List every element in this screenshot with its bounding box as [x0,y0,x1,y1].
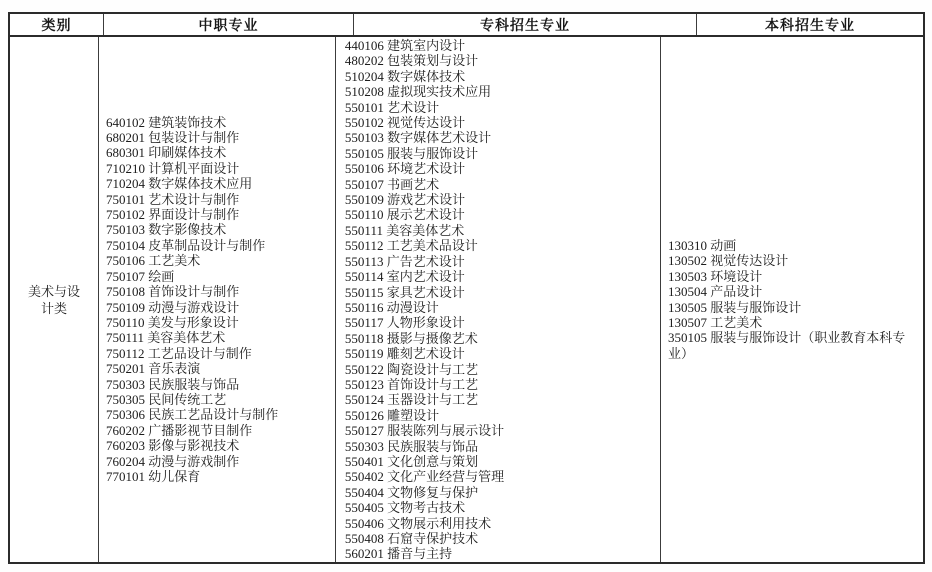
secondary-vocational-majors-cell [99,37,336,562]
major-item: 350105 服装与服饰设计（职业教育本科专业） [667,330,906,361]
major-item: 750303 民族服装与饰品 [105,376,240,392]
major-item: 750111 美容美体艺术 [105,330,226,346]
major-item: 550105 服装与服饰设计 [344,145,479,161]
major-item: 130504 产品设计 [667,284,763,300]
major-item: 130502 视觉传达设计 [667,253,789,269]
category-label: 美术与设计类 [27,283,80,316]
major-item: 750108 首饰设计与制作 [105,284,240,300]
major-item: 640102 建筑装饰技术 [105,114,227,130]
major-item: 550106 环境艺术设计 [344,161,466,177]
major-item: 550406 文物展示利用技术 [344,515,492,531]
major-item: 550114 室内艺术设计 [344,269,465,285]
major-item: 550127 服装陈列与展示设计 [344,423,505,439]
major-item: 770101 幼儿保育 [105,468,201,484]
major-item: 750112 工艺品设计与制作 [105,345,252,361]
major-item: 550402 文化产业经营与管理 [344,469,505,485]
header-undergraduate-enrollment: 本科招生专业 [765,16,855,33]
major-item: 510208 虚拟现实技术应用 [344,84,492,100]
header-secondary-vocational: 中职专业 [104,14,354,35]
major-item: 750201 音乐表演 [105,361,201,377]
major-item: 550408 石窟寺保护技术 [344,531,479,546]
major-item: 130310 动画 [667,237,737,253]
major-item: 550404 文物修复与保护 [344,484,479,500]
undergraduate-enrollment-majors-cell [661,37,923,562]
major-item: 680201 包装设计与制作 [105,130,240,146]
category-cell [10,37,99,562]
major-item: 510204 数字媒体技术 [344,68,466,84]
header-category: 类别 [10,14,104,35]
major-item: 680301 印刷媒体技术 [105,145,227,161]
table-header-row [10,14,923,37]
major-item: 750101 艺术设计与制作 [105,191,240,207]
major-item: 550117 人物形象设计 [344,315,465,331]
major-item: 760203 影像与影视技术 [105,438,240,454]
major-item: 550112 工艺美术品设计 [344,238,478,254]
major-item: 550102 视觉传达设计 [344,115,466,131]
college-enrollment-majors-cell [336,37,661,562]
major-item: 750102 界面设计与制作 [105,207,240,223]
major-item: 750106 工艺美术 [105,253,201,269]
major-item: 550109 游戏艺术设计 [344,192,466,208]
major-item: 550118 摄影与摄像艺术 [344,330,478,346]
major-item: 750305 民间传统工艺 [105,391,227,407]
major-item: 550124 玉器设计与工艺 [344,392,479,408]
major-item: 130507 工艺美术 [667,314,763,330]
header-college-enrollment: 专科招生专业 [354,14,697,35]
major-item: 750107 绘画 [105,268,175,284]
major-item: 550111 美容美体艺术 [344,222,465,238]
major-item: 550303 民族服装与饰品 [344,438,479,454]
major-item: 760204 动漫与游戏制作 [105,453,240,469]
major-item: 550113 广告艺术设计 [344,253,465,269]
major-item: 550103 数字媒体艺术设计 [344,130,492,146]
major-item: 750306 民族工艺品设计与制作 [105,407,279,423]
major-item: 750104 皮革制品设计与制作 [105,237,266,253]
major-item: 550115 家具艺术设计 [344,284,465,300]
major-item: 560201 播音与主持 [344,546,453,562]
major-item: 480202 包装策划与设计 [344,53,479,69]
major-item: 760202 广播影视节目制作 [105,422,253,438]
majors-table [8,12,925,564]
major-item: 550101 艺术设计 [344,99,440,115]
major-item: 710210 计算机平面设计 [105,160,240,176]
major-item: 550405 文物考古技术 [344,500,466,516]
major-item: 130505 服装与服饰设计 [667,299,802,315]
major-item: 550123 首饰设计与工艺 [344,376,479,392]
table-body-row [10,37,923,562]
major-item: 750109 动漫与游戏设计 [105,299,240,315]
major-item: 550401 文化创意与策划 [344,453,479,469]
major-item: 440106 建筑室内设计 [344,38,466,53]
major-item: 550119 雕刻艺术设计 [344,346,465,362]
major-item: 550110 展示艺术设计 [344,207,465,223]
major-item: 750103 数字影像技术 [105,222,227,238]
major-item: 550126 雕塑设计 [344,407,440,423]
major-item: 550116 动漫设计 [344,299,439,315]
major-item: 550122 陶瓷设计与工艺 [344,361,479,377]
major-item: 710204 数字媒体技术应用 [105,176,253,192]
major-item: 550107 书画艺术 [344,176,440,192]
major-item: 130503 环境设计 [667,268,763,284]
major-item: 750110 美发与形象设计 [105,314,239,330]
